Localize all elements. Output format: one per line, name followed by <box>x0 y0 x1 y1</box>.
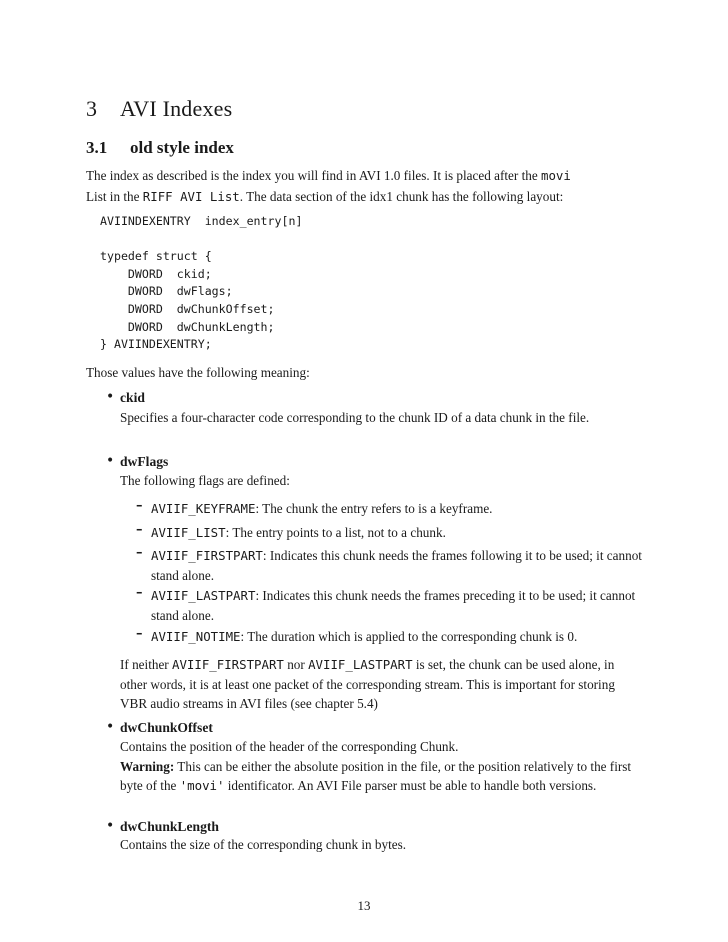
bullet-icon: • <box>106 453 115 469</box>
note-code: AVIIF_FIRSTPART <box>172 657 284 672</box>
warning-label: Warning: <box>120 758 175 774</box>
flag-desc: : The entry points to a list, not to a chunk. <box>225 525 446 540</box>
flag-name: AVIIF_LIST <box>151 525 226 540</box>
flag-item <box>151 586 645 625</box>
flag-desc: : Indicates this chunk needs the frames preceding it to be used; it cannot stand alone. <box>151 588 636 623</box>
dash-icon: – <box>136 498 143 513</box>
flag-item <box>151 499 645 519</box>
section-number: 3 <box>86 96 98 121</box>
flag-desc: : The chunk the entry refers to is a keyframe. <box>255 501 493 516</box>
intro-text-1: The index as described is the index you will find in AVI 1.0 files. It is placed after the <box>86 168 541 183</box>
subsection-title: old style index <box>130 138 234 157</box>
item-title-length: dwChunkLength <box>120 819 219 834</box>
dash-icon: – <box>136 522 143 537</box>
dash-icon: – <box>136 626 143 641</box>
warning-code: 'movi' <box>179 778 225 793</box>
item-title-offset: dwChunkOffset <box>120 720 213 735</box>
flag-desc: : The duration which is applied to the corresponding chunk is 0. <box>240 629 578 644</box>
flag-name: AVIIF_KEYFRAME <box>151 501 256 516</box>
intro-text-3: . The data section of the idx1 chunk has the following layout: <box>239 189 564 204</box>
item-title-dwflags: dwFlags <box>120 454 169 469</box>
flag-name: AVIIF_LASTPART <box>151 588 256 603</box>
item-title-ckid: ckid <box>120 390 145 405</box>
bullet-icon: • <box>106 719 115 735</box>
code-block: AVIINDEXENTRY index_entry[n] typedef struct { DWORD ckid; DWORD dwFlags; DWORD dwChunkOffset; DWORD dwChunkLength; } AVIINDEXENTRY; <box>100 214 303 352</box>
item-text-dwflags: The following flags are defined: <box>120 473 290 488</box>
page-number: 13 <box>357 898 371 913</box>
flag-item <box>151 546 645 585</box>
section-title: AVI Indexes <box>120 96 233 121</box>
intro-text-2: List in the <box>86 189 143 204</box>
subsection-number: 3.1 <box>86 138 108 157</box>
bullet-icon: • <box>106 818 115 834</box>
note-text: is set, the chunk can be used alone, in other words, it is at least one packet of the corresponding stream. This is important for storing VBR audio streams in AVI files (see chapter 5.4) <box>120 657 615 711</box>
note-text: If neither <box>120 657 172 672</box>
bullet-icon: • <box>106 389 115 405</box>
intro-paragraph <box>86 165 646 207</box>
subsection-heading <box>86 138 234 158</box>
meaning-intro: Those values have the following meaning: <box>86 365 310 380</box>
note-code: AVIIF_LASTPART <box>308 657 413 672</box>
item-text-offset <box>120 737 644 796</box>
flag-item <box>151 523 645 543</box>
item-text-length: Contains the size of the corresponding chunk in bytes. <box>120 837 407 852</box>
note-text: nor <box>283 657 309 672</box>
warning-text: This can be either the absolute position in the file, or the position relatively to the first byte of the <box>120 758 632 793</box>
item-text-ckid: Specifies a four-character code corresponding to the chunk ID of a data chunk in the file. <box>120 410 590 425</box>
warning-text: identificator. An AVI File parser must be able to handle both versions. <box>224 778 597 793</box>
section-heading <box>86 96 232 122</box>
dash-icon: – <box>136 545 143 560</box>
flag-desc: : Indicates this chunk needs the frames following it to be used; it cannot stand alone. <box>151 548 642 583</box>
offset-text: Contains the position of the header of the corresponding Chunk. <box>120 739 459 754</box>
intro-code-riff: RIFF AVI List <box>142 189 240 204</box>
dash-icon: – <box>136 585 143 600</box>
flag-name: AVIIF_NOTIME <box>151 629 241 644</box>
intro-code-movi: movi <box>540 168 571 183</box>
flag-item <box>151 627 645 647</box>
flags-note <box>120 655 644 714</box>
flag-name: AVIIF_FIRSTPART <box>151 548 263 563</box>
